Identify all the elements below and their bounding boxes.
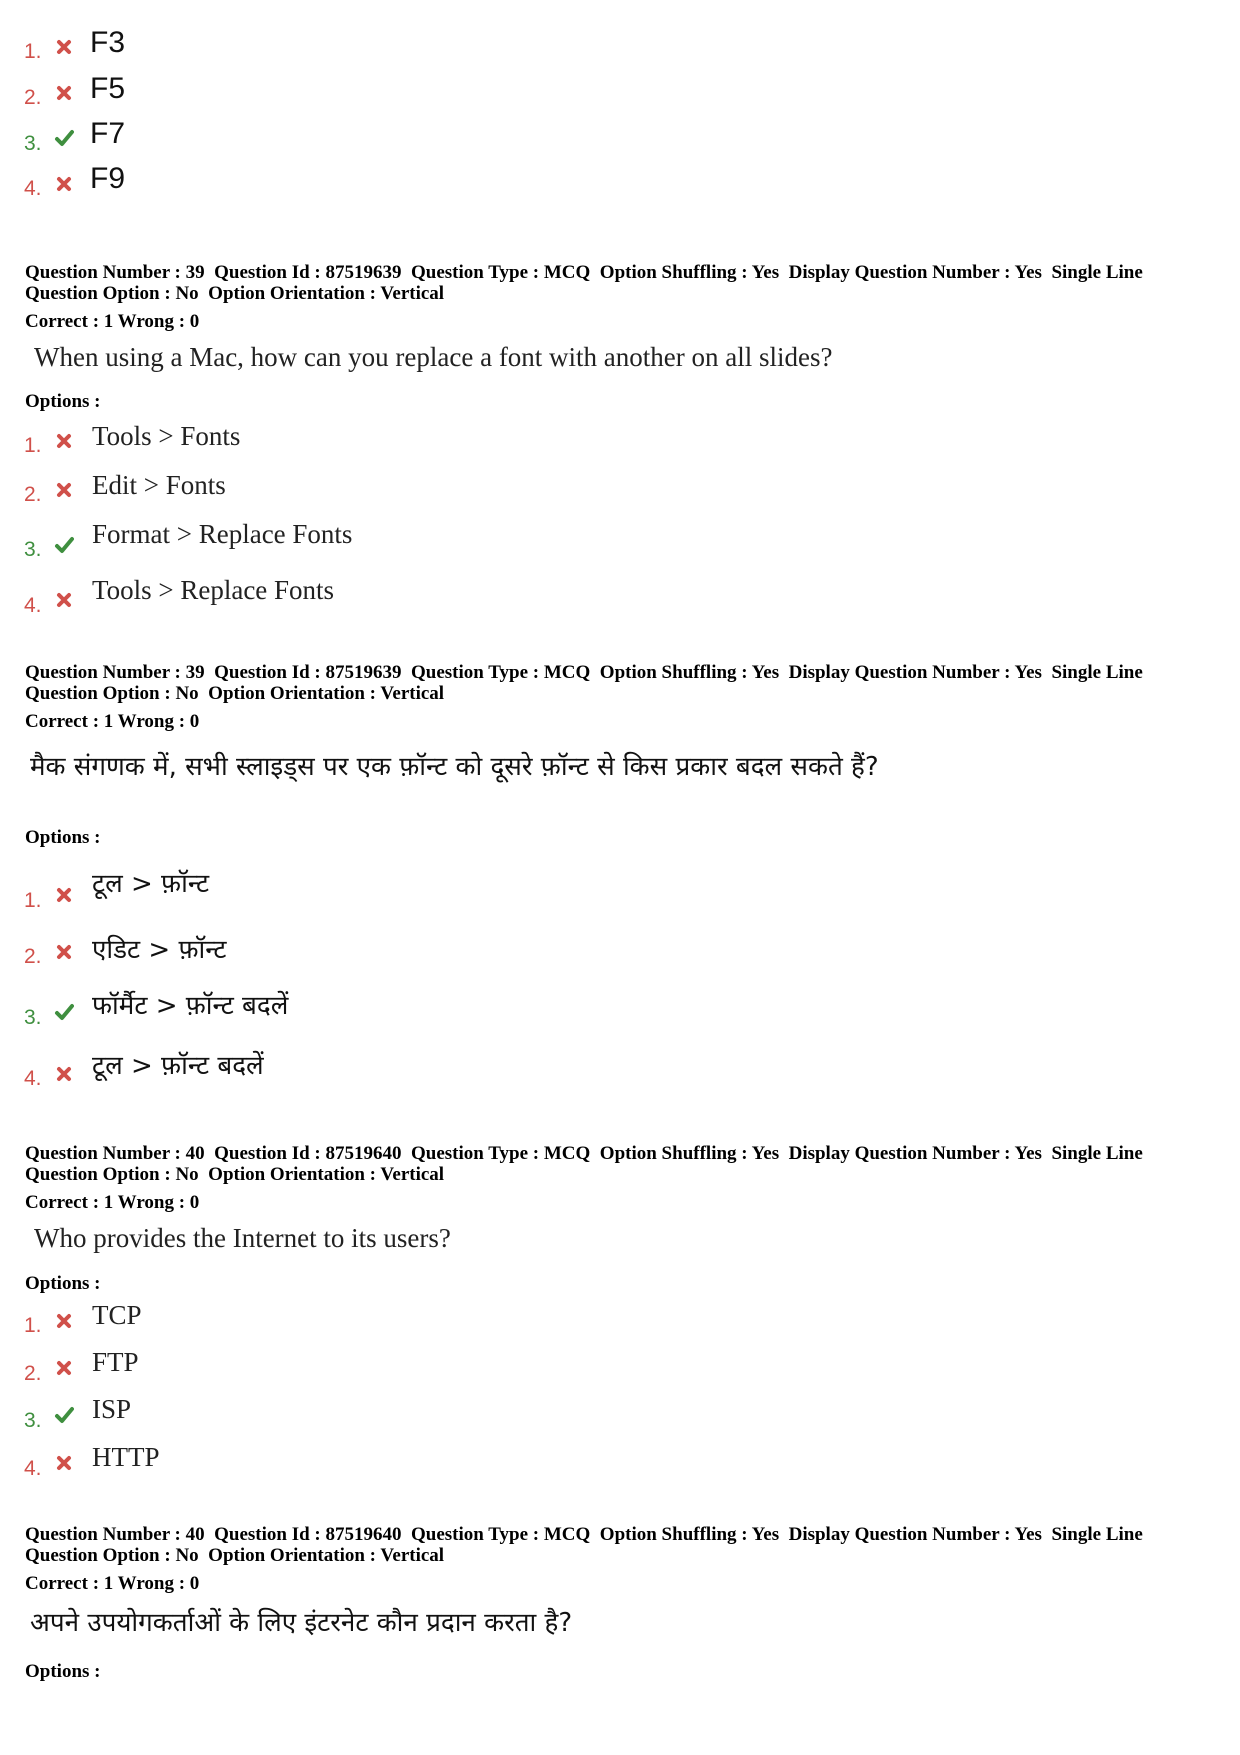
check-icon — [54, 1002, 74, 1022]
option-text: टूल > फ़ॉन्ट बदलें — [92, 1051, 264, 1081]
options-label: Options : — [25, 1273, 101, 1294]
option-text: टूल > फ़ॉन्ट — [92, 869, 210, 899]
option-text: F5 — [90, 72, 126, 105]
options-label: Options : — [25, 1661, 101, 1682]
question-text: मैक संगणक में, सभी स्लाइड्स पर एक फ़ॉन्ट को दूसरे फ़ॉन्ट से किस प्रकार बदल सकते हैं? — [30, 752, 879, 782]
option-number: 3. — [24, 1409, 42, 1432]
option-text: ISP — [92, 1394, 132, 1424]
question-meta: Question Number : 39 Question Id : 87519639 Question Type : MCQ Option Shuffling : Yes Display Question Number : Yes Single Line Question Option : No Option Orientation : Vertical — [25, 262, 1148, 304]
option-text: HTTP — [92, 1442, 160, 1472]
option-number: 4. — [24, 594, 42, 617]
cross-icon — [54, 590, 74, 610]
cross-icon — [54, 83, 74, 103]
option-text: Format > Replace Fonts — [92, 519, 353, 549]
cross-icon — [54, 431, 74, 451]
cross-icon — [54, 480, 74, 500]
option-number: 1. — [24, 1314, 42, 1337]
option-text: फॉर्मैट > फ़ॉन्ट बदलें — [92, 991, 289, 1021]
option-text: TCP — [92, 1300, 142, 1330]
option-number: 3. — [24, 1006, 42, 1029]
option-number: 1. — [24, 889, 42, 912]
score-line: Correct : 1 Wrong : 0 — [25, 311, 200, 332]
options-label: Options : — [25, 827, 101, 848]
cross-icon — [54, 174, 74, 194]
option-text: Edit > Fonts — [92, 470, 226, 500]
option-number: 4. — [24, 1067, 42, 1090]
question-meta: Question Number : 40 Question Id : 87519640 Question Type : MCQ Option Shuffling : Yes Display Question Number : Yes Single Line Question Option : No Option Orientation : Vertical — [25, 1143, 1148, 1185]
check-icon — [54, 1405, 74, 1425]
option-text: Tools > Fonts — [92, 421, 241, 451]
option-number: 4. — [24, 177, 42, 200]
cross-icon — [54, 942, 74, 962]
question-text: Who provides the Internet to its users? — [34, 1223, 451, 1253]
option-number: 2. — [24, 945, 42, 968]
option-number: 1. — [24, 434, 42, 457]
cross-icon — [54, 37, 74, 57]
score-line: Correct : 1 Wrong : 0 — [25, 1192, 200, 1213]
option-text: Tools > Replace Fonts — [92, 575, 335, 605]
option-number: 4. — [24, 1457, 42, 1480]
question-text: अपने उपयोगकर्ताओं के लिए इंटरनेट कौन प्रदान करता है? — [30, 1608, 573, 1638]
question-text: When using a Mac, how can you replace a font with another on all slides? — [34, 342, 833, 372]
option-number: 3. — [24, 132, 42, 155]
option-text: F9 — [90, 162, 126, 195]
option-text: F3 — [90, 26, 126, 59]
option-number: 2. — [24, 1362, 42, 1385]
option-text: FTP — [92, 1347, 139, 1377]
question-meta: Question Number : 39 Question Id : 87519639 Question Type : MCQ Option Shuffling : Yes Display Question Number : Yes Single Line Question Option : No Option Orientation : Vertical — [25, 662, 1148, 704]
score-line: Correct : 1 Wrong : 0 — [25, 1573, 200, 1594]
check-icon — [54, 535, 74, 555]
cross-icon — [54, 1311, 74, 1331]
option-text: F7 — [90, 117, 126, 150]
option-number: 1. — [24, 40, 42, 63]
question-meta: Question Number : 40 Question Id : 87519640 Question Type : MCQ Option Shuffling : Yes Display Question Number : Yes Single Line Question Option : No Option Orientation : Vertical — [25, 1524, 1148, 1566]
options-label: Options : — [25, 391, 101, 412]
cross-icon — [54, 885, 74, 905]
option-number: 2. — [24, 86, 42, 109]
score-line: Correct : 1 Wrong : 0 — [25, 711, 200, 732]
option-number: 2. — [24, 483, 42, 506]
option-text: एडिट > फ़ॉन्ट — [92, 935, 227, 965]
cross-icon — [54, 1064, 74, 1084]
cross-icon — [54, 1453, 74, 1473]
option-number: 3. — [24, 538, 42, 561]
cross-icon — [54, 1358, 74, 1378]
check-icon — [54, 128, 74, 148]
